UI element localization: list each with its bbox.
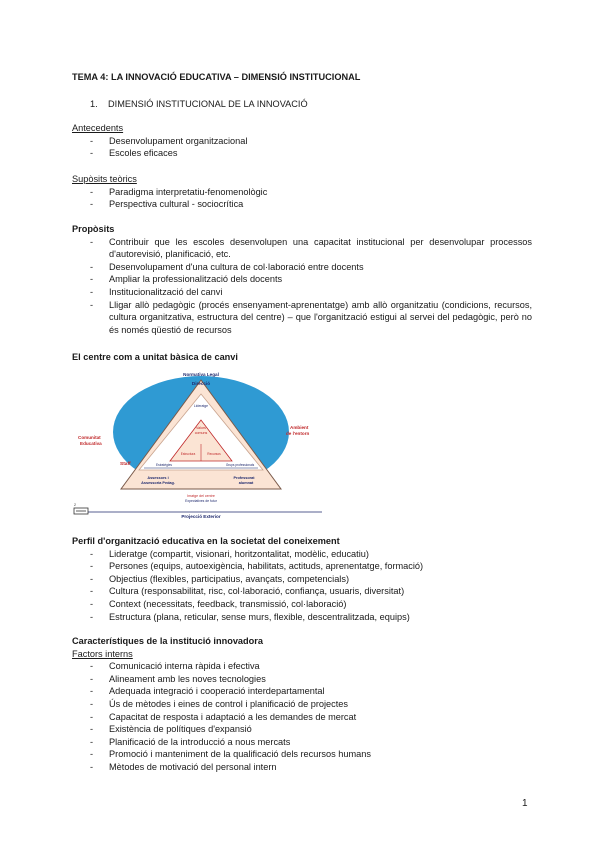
top-sub-label: Direcció	[191, 381, 211, 386]
centre-diagram	[72, 366, 330, 522]
diagram-footnote: 2	[74, 503, 76, 507]
list-item: - Ampliar la professionalització dels docents	[72, 273, 532, 286]
caracteristiques-list	[72, 660, 532, 773]
caracteristiques-section	[72, 635, 532, 774]
suposits-heading: Supòsits teòrics	[72, 174, 137, 184]
list-item: - Adequada integració i cooperació interdepartamental	[72, 685, 532, 698]
base-label-2: Expectatives de futur	[185, 499, 217, 503]
section-heading	[90, 99, 308, 109]
suposits-section	[72, 173, 532, 211]
list-item: - Contribuir que les escoles desenvolupen una capacitat institucional per desenvolupar processos d'autorevisió, planificació, etc.	[72, 236, 532, 261]
antecedents-list	[72, 135, 532, 160]
list-item: - Comunicació interna ràpida i efectiva	[72, 660, 532, 673]
centre-section	[72, 351, 532, 364]
list-item: - Lideratge (compartit, visionari, horitzontalitat, modèlic, educatiu)	[72, 548, 532, 561]
factors-interns-heading: Factors interns	[72, 648, 133, 659]
low-right-label-2: alumnat	[238, 481, 254, 485]
base-label-1: Imatge del centre	[187, 494, 215, 498]
staff-label: Staff	[120, 462, 131, 467]
document-title: TEMA 4: LA INNOVACIÓ EDUCATIVA – DIMENSIÓ INSTITUCIONAL	[72, 72, 361, 82]
antecedents-section	[72, 122, 532, 160]
left-label: Comunitat	[78, 435, 101, 440]
section-number: 1.	[90, 99, 98, 109]
perfil-list	[72, 548, 532, 624]
list-item: - Lligar allò pedagògic (procés ensenyament-aprenentatge) amb allò organitzatiu (condicions, recursos, cultura organitzativa, estructura del centre) – que l'organització estigui al servei del pedagògic, però no és només qüestió de recursos	[72, 299, 532, 337]
list-item: - Perspectiva cultural - sociocrítica	[72, 198, 532, 211]
list-item: - Existència de polítiques d'expansió	[72, 723, 532, 736]
inner-top-label: Lideratge	[193, 404, 209, 408]
bottom-right-inner-label: Grups professionals	[225, 463, 255, 467]
caracteristiques-heading: Característiques de la institució innovadora	[72, 636, 263, 646]
low-right-label-1: Professorat	[233, 476, 255, 480]
list-item: - Objectius (flexibles, participatius, avançats, competencials)	[72, 573, 532, 586]
list-item: - Capacitat de resposta i adaptació a les demandes de mercat	[72, 711, 532, 724]
list-item: - Ús de mètodes i eines de control i planificació de projectes	[72, 698, 532, 711]
list-item: - Paradigma interpretatiu-fenomenològic	[72, 186, 532, 199]
list-item: - Estructura (plana, reticular, sense murs, flexible, descentralitzada, equips)	[72, 611, 532, 624]
list-item: - Institucionalització del canvi	[72, 286, 532, 299]
suposits-list	[72, 186, 532, 211]
perfil-heading: Perfil d'organització educativa en la societat del coneixement	[72, 536, 340, 546]
list-item: - Persones (equips, autoexigència, habilitats, actituds, aprenentatge, formació)	[72, 560, 532, 573]
list-item: - Desenvolupament organitzacional	[72, 135, 532, 148]
center-label-1: Valors	[196, 426, 206, 430]
list-item: - Mètodes de motivació del personal intern	[72, 761, 532, 774]
antecedents-heading: Antecedents	[72, 123, 124, 133]
mid-right-label: Recursos	[207, 452, 221, 456]
proposits-section	[72, 223, 532, 336]
bottom-label: Projecció Exterior	[181, 514, 221, 519]
list-item: - Planificació de la introducció a nous mercats	[72, 736, 532, 749]
right-label-2: de l'entorn	[286, 431, 310, 436]
section-title: DIMENSIÓ INSTITUCIONAL DE LA INNOVACIÓ	[108, 99, 308, 109]
bottom-left-inner-label: Estratègies	[156, 463, 172, 467]
left-label-2: Educativa	[80, 441, 102, 446]
top-label: Normativa Legal	[183, 372, 219, 377]
list-item: - Alineament amb les noves tecnologies	[72, 673, 532, 686]
list-item: - Promoció i manteniment de la qualificació dels recursos humans	[72, 748, 532, 761]
center-label-2: comuns	[194, 431, 208, 435]
proposits-list	[72, 236, 532, 337]
perfil-section	[72, 535, 532, 623]
page-number: 1	[522, 798, 528, 809]
list-item: - Cultura (responsabilitat, risc, col·laboració, confiança, usuaris, diversitat)	[72, 585, 532, 598]
centre-heading: El centre com a unitat bàsica de canvi	[72, 352, 238, 362]
mid-left-label: Estructura	[180, 452, 196, 456]
proposits-heading: Propòsits	[72, 224, 115, 234]
list-item: - Context (necessitats, feedback, transmissió, col·laboració)	[72, 598, 532, 611]
low-left-label-1: Assessors i	[147, 476, 169, 480]
list-item: - Escoles eficaces	[72, 147, 532, 160]
low-left-label-2: Assessoria Pedag.	[141, 481, 175, 485]
list-item: - Desenvolupament d'una cultura de col·laboració entre docents	[72, 261, 532, 274]
right-label: Ambient	[290, 425, 309, 430]
